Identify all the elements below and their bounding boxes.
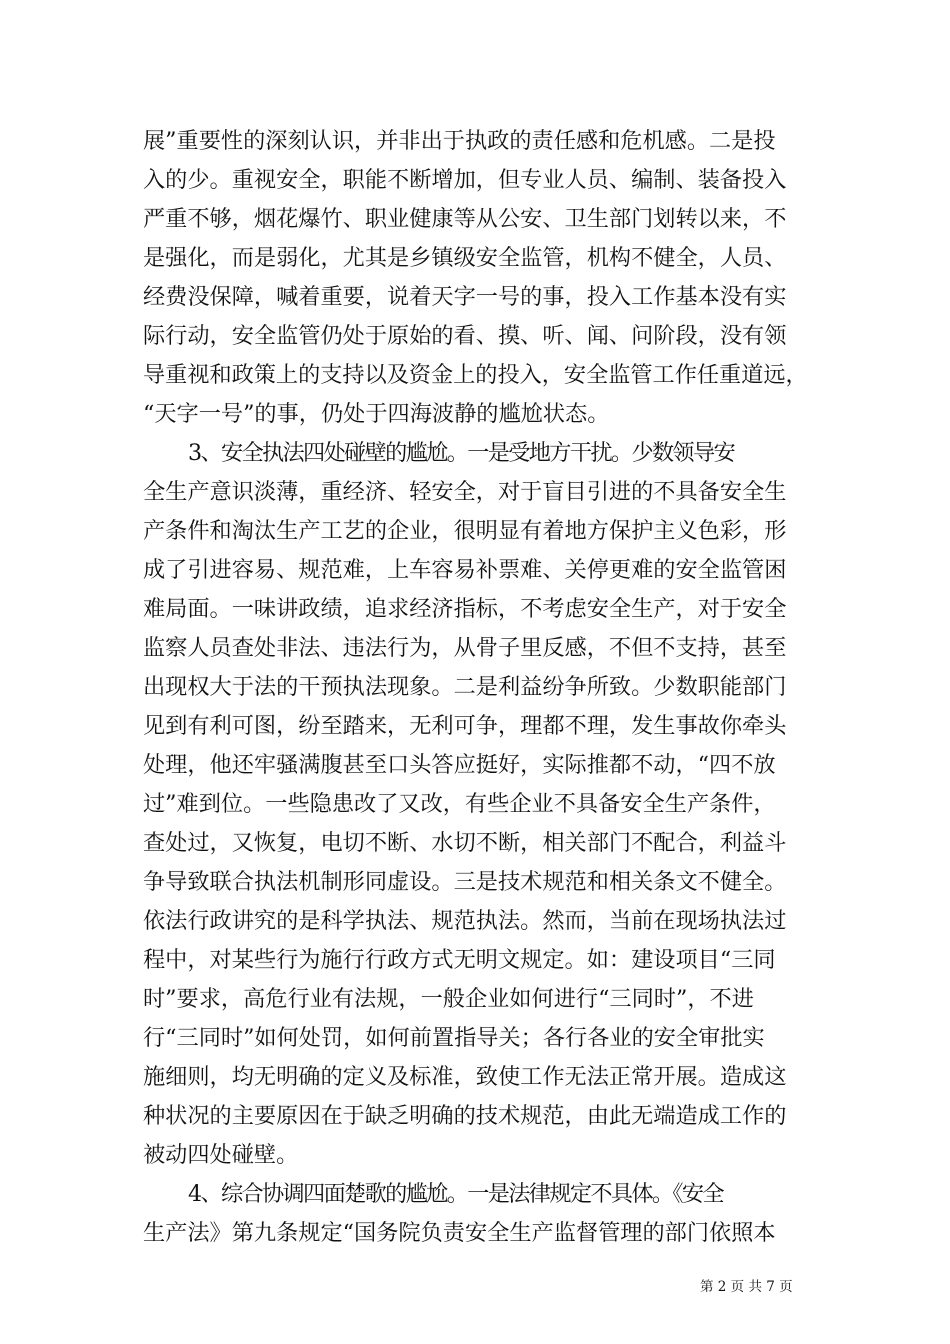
paragraph-start-line: 3、安全执法四处碰壁的尴尬。一是受地方干扰。少数领导安 — [188, 440, 734, 466]
text-line: 成了引进容易、规范难，上车容易补票难、关停更难的安全监管困 — [143, 557, 787, 583]
text-line: 处理，他还牢骚满腹甚至口头答应挺好，实际推都不动，“四不放 — [143, 752, 776, 778]
text-line: 查处过，又恢复，电切不断、水切不断，相关部门不配合，利益斗 — [143, 830, 787, 856]
text-line: 严重不够，烟花爆竹、职业健康等从公安、卫生部门划转以来，不 — [143, 206, 787, 232]
text-line: 施细则，均无明确的定义及标准，致使工作无法正常开展。造成这 — [143, 1064, 787, 1090]
text-line: 难局面。一味讲政绩，追求经济指标，不考虑安全生产，对于安全 — [143, 596, 787, 622]
text-line: 种状况的主要原因在于缺乏明确的技术规范，由此无端造成工作的 — [143, 1103, 787, 1129]
text-line: 时”要求，高危行业有法规，一般企业如何进行“三同时”，不进 — [143, 986, 754, 1012]
text-line: 生产法》第九条规定“国务院负责安全生产监督管理的部门依照本 — [143, 1220, 776, 1246]
paragraph-start-line: 4、综合协调四面楚歌的尴尬。一是法律规定不具体。《安全 — [188, 1181, 723, 1207]
text-line: 导重视和政策上的支持以及资金上的投入，安全监管工作任重道远， — [143, 362, 808, 388]
text-line: 出现权大于法的干预执法现象。二是利益纷争所致。少数职能部门 — [143, 674, 787, 700]
text-line: 产条件和淘汰生产工艺的企业，很明显有着地方保护主义色彩，形 — [143, 518, 787, 544]
text-line: 行“三同时”如何处罚，如何前置指导关；各行各业的安全审批实 — [143, 1025, 765, 1051]
text-line: 是强化，而是弱化，尤其是乡镇级安全监管，机构不健全，人员、 — [143, 245, 787, 271]
text-line: 过”难到位。一些隐患改了又改，有些企业不具备安全生产条件， — [143, 791, 776, 817]
text-line: 程中，对某些行为施行行政方式无明文规定。如：建设项目“三同 — [143, 947, 776, 973]
page-number-footer: 第 2 页 共 7 页 — [700, 1279, 793, 1295]
text-line: 监察人员查处非法、违法行为，从骨子里反感，不但不支持，甚至 — [143, 635, 787, 661]
text-line: 经费没保障，喊着重要，说着天字一号的事，投入工作基本没有实 — [143, 284, 787, 310]
text-line: 际行动，安全监管仍处于原始的看、摸、听、闻、问阶段，没有领 — [143, 323, 787, 349]
text-line: 依法行政讲究的是科学执法、规范执法。然而，当前在现场执法过 — [143, 908, 787, 934]
text-line: 见到有利可图，纷至踏来，无利可争，理都不理，发生事故你牵头 — [143, 713, 787, 739]
text-line: 展”重要性的深刻认识，并非出于执政的责任感和危机感。二是投 — [143, 128, 776, 154]
text-line: 争导致联合执法机制形同虚设。三是技术规范和相关条文不健全。 — [143, 869, 787, 895]
text-line: “天字一号”的事，仍处于四海波静的尴尬状态。 — [143, 401, 610, 427]
text-line: 入的少。重视安全，职能不断增加，但专业人员、编制、装备投入 — [143, 167, 787, 193]
text-line: 全生产意识淡薄，重经济、轻安全，对于盲目引进的不具备安全生 — [143, 479, 787, 505]
text-line: 被动四处碰壁。 — [143, 1142, 299, 1168]
